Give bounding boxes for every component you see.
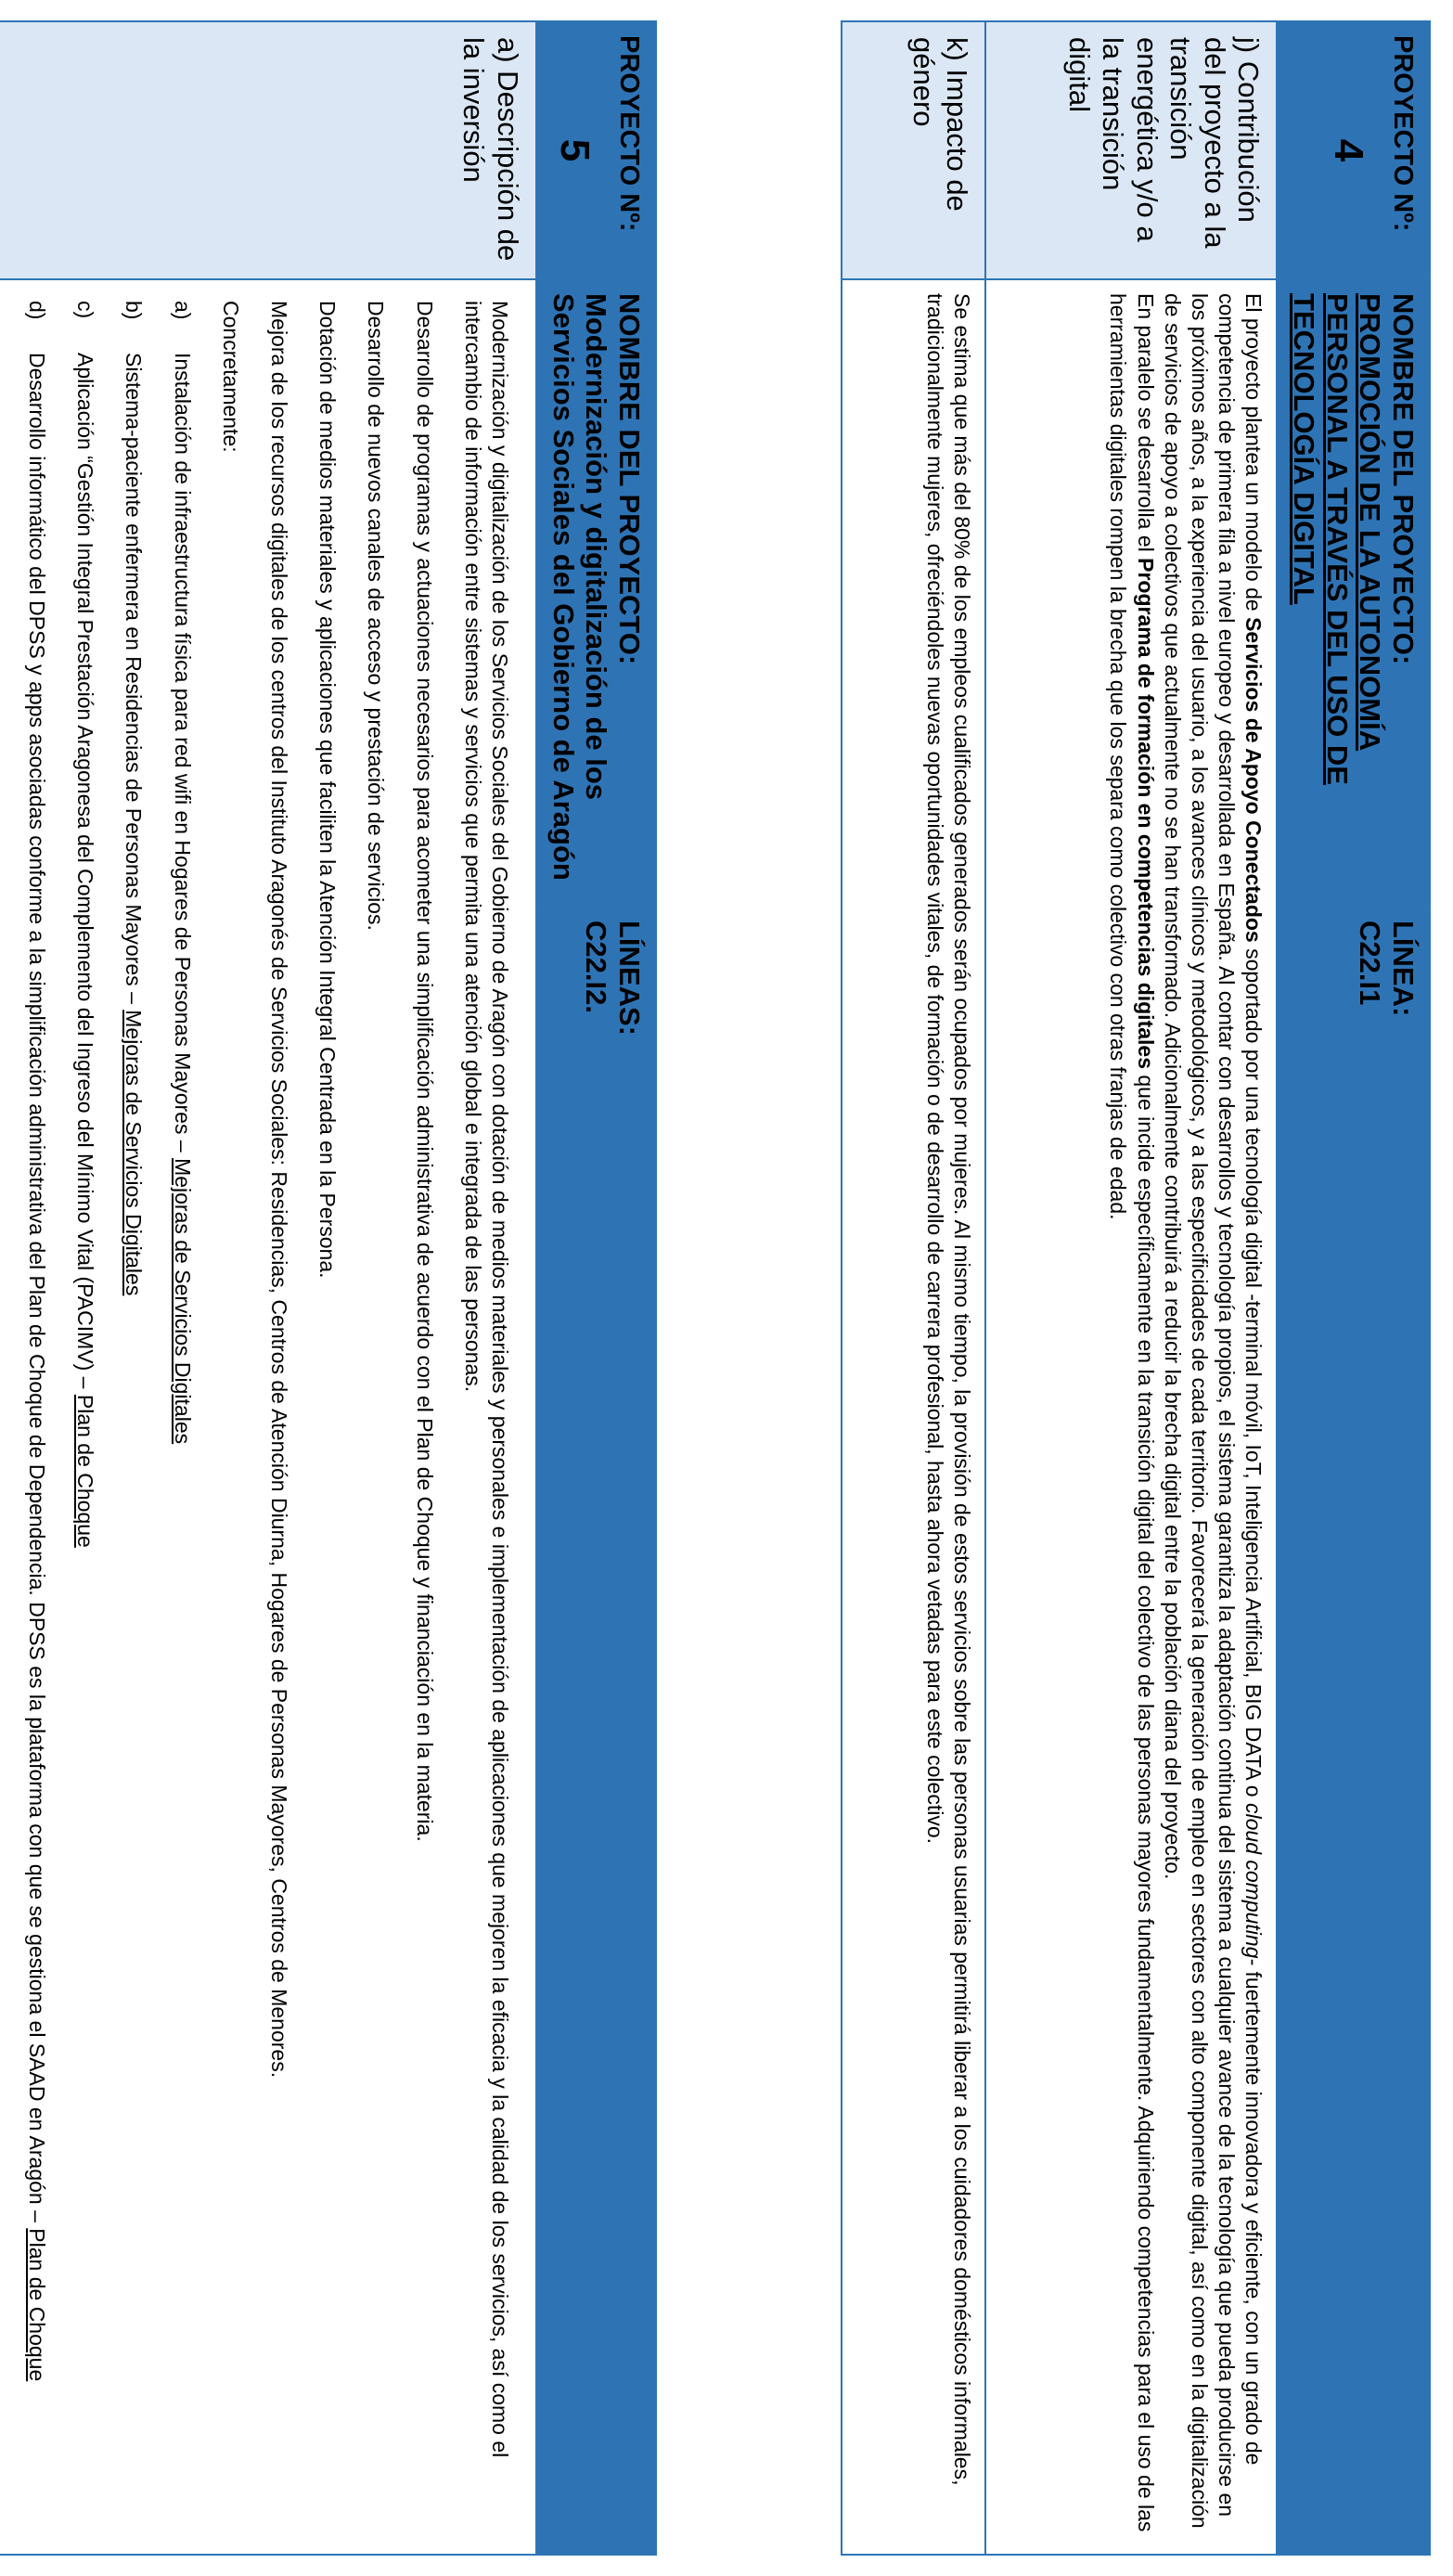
line-label: LÍNEA: <box>1387 921 1420 1017</box>
description-paragraph: Dotación de medios materiales y aplicaciones que faciliten la Atención Integral Centrada en la Persona. <box>315 301 341 1279</box>
project-5-header-row <box>536 21 656 2555</box>
item-link[interactable]: Plan de Choque <box>25 2228 50 2382</box>
project-5-line-cell <box>536 907 656 2555</box>
list-letter: c) <box>73 301 98 319</box>
project-4-number-cell <box>1277 21 1430 279</box>
project-name: Modernización y digitalización de los Servicios Sociales del Gobierno de Aragón <box>546 293 613 881</box>
project-4-name-cell <box>1277 279 1430 907</box>
bold-term-programa: Programa de formación en competencias digitales <box>1133 558 1158 1069</box>
project-number: 5 <box>552 138 598 162</box>
description-paragraph: Desarrollo de programas y actuaciones necesarios para acometer una simplificación administrativa de acuerdo con el Plan de Choque y financiación en la materia. <box>412 301 437 1842</box>
list-item: c) Aplicación “Gestión Integral Prestación Aragonesa del Complemento del Ingreso del Mínimo Vital (PACIMV) – Plan de Choque <box>71 301 98 2533</box>
project-5-name-cell <box>536 279 656 907</box>
project-number: 4 <box>1326 138 1372 162</box>
project-4-header-row <box>1277 21 1430 2555</box>
row-a-label: a) Descripción de la inversión <box>0 21 536 279</box>
list-item: a) Instalación de infraestructura física para red wifi en Hogares de Personas Mayores – Mejoras de Servicios Digitales <box>168 301 195 2533</box>
description-paragraph: Modernización y digitalización de los Servicios Sociales del Gobierno de Aragón con dotación de medios materiales y personales e implementación de aplicaciones que mejoren la eficacia y la calidad de los servicios, así como el intercambio de información entre sistemas y servicios que permita una atención global e integrada de las personas. <box>460 301 513 2458</box>
project-5-number-cell <box>536 21 656 279</box>
item-link[interactable]: Plan de Choque <box>73 1394 98 1548</box>
project-number-label: PROYECTO Nº: <box>1388 35 1418 232</box>
concretamente-label: Concretamente: <box>218 301 243 453</box>
list-letter: b) <box>122 301 147 320</box>
row-j-content <box>985 279 1277 2555</box>
item-link[interactable]: Mejoras de Servicios Digitales <box>122 1010 147 1296</box>
project-5-table <box>0 20 657 2556</box>
project-name-label: NOMBRE DEL PROYECTO: <box>1387 293 1420 665</box>
project-4-table <box>841 20 1431 2556</box>
line-label: LÍNEAS: <box>613 921 646 1036</box>
row-k-label: k) Impacto de género <box>842 21 985 279</box>
description-paragraph: Mejora de los recursos digitales de los centros del Instituto Aragonés de Servicios Sociales: Residencias, Centros de Atención Diurna, Hogares de Personas Mayores, Centros de Menores. <box>267 301 292 2079</box>
list-letter: a) <box>170 301 195 320</box>
item-link[interactable]: Mejoras de Servicios Digitales <box>170 1158 195 1445</box>
list-item: d) Desarrollo informático del DPSS y apps asociadas conforme a la simplificación administrativa del Plan de Choque de Dependencia. DPSS es la plataforma con que se gestiona el SAAD en Aragón – Plan de Choque <box>23 301 50 2533</box>
bold-term-servicios: Servicios de Apoyo Conectados <box>1241 617 1267 943</box>
line-value: C22.I2. <box>580 921 613 1013</box>
project-number-label: PROYECTO Nº: <box>614 35 644 232</box>
project-name-label: NOMBRE DEL PROYECTO: <box>613 293 646 665</box>
row-k <box>842 21 985 2555</box>
line-value: C22.I1 <box>1354 921 1387 1006</box>
project-name: PROMOCIÓN DE LA AUTONOMÍA PERSONAL A TRAVÉS DEL USO DE TECNOLOGÍA DIGITAL <box>1288 293 1387 785</box>
row-j-paragraph-2: En paralelo se desarrolla el Programa de formación en competencias digitales que incide específicamente en la transición digital del colectivo de las personas mayores fundamentalmente. Adquiriendo competencias para el uso de las herramientas digitales rompen la brecha que los separa como colectivo con otras franjas de edad. <box>1106 293 1158 2532</box>
list-letter: d) <box>25 301 50 320</box>
row-a <box>0 21 536 2555</box>
project-4-line-cell <box>1277 907 1430 2555</box>
description-paragraph: Desarrollo de nuevos canales de acceso y prestación de servicios. <box>364 301 389 931</box>
row-j-label: j) Contribución del proyecto a la transición energética y/o a la transición digital <box>985 21 1277 279</box>
row-a-content <box>0 279 536 2555</box>
list-item: b) Sistema-paciente enfermera en Residencias de Personas Mayores – Mejoras de Servicios Digitales <box>120 301 147 2533</box>
row-j <box>985 21 1277 2555</box>
actions-list <box>23 301 196 2533</box>
row-k-content: Se estima que más del 80% de los empleos cualificados generados serán ocupados por mujeres. Al mismo tiempo, la provisión de estos servicios sobre las personas usuarias permitirá liberar a los cuidadores domésticos informales, tradicionalmente mujeres, ofreciéndoles nuevas oportunidades vitales, de formación o de desarrollo de carrera profesional, hasta ahora vetadas para este colectivo. <box>842 279 985 2555</box>
row-j-paragraph-1: El proyecto plantea un modelo de Servicios de Apoyo Conectados soportado por una tecnología digital -terminal móvil, IoT, Inteligencia Artificial, BIG DATA o cloud computing- fuertemente innovadora y eficiente, con un grado de competencia de primera fila a nivel europeo y desarrollada en España. Al contar con desarrollos y tecnología propios, el sistema garantiza la adaptación continua del sistema a cualquier avance de la tecnología que pueda producirse en los próximos años, a la experiencia del usuario, a los avances clínicos y metodológicos, y a las especificidades de cada territorio. Favorecerá la generación de empleo en sectores con alto componente digital, así como en la digitalización de servicios de apoyo a colectivos que actualmente no se han transformado. Adicionalmente contribuirá a reducir la brecha digital entre la población diana del proyecto. <box>1160 293 1267 2529</box>
italic-term-cloud: cloud computing- <box>1241 1803 1267 1966</box>
